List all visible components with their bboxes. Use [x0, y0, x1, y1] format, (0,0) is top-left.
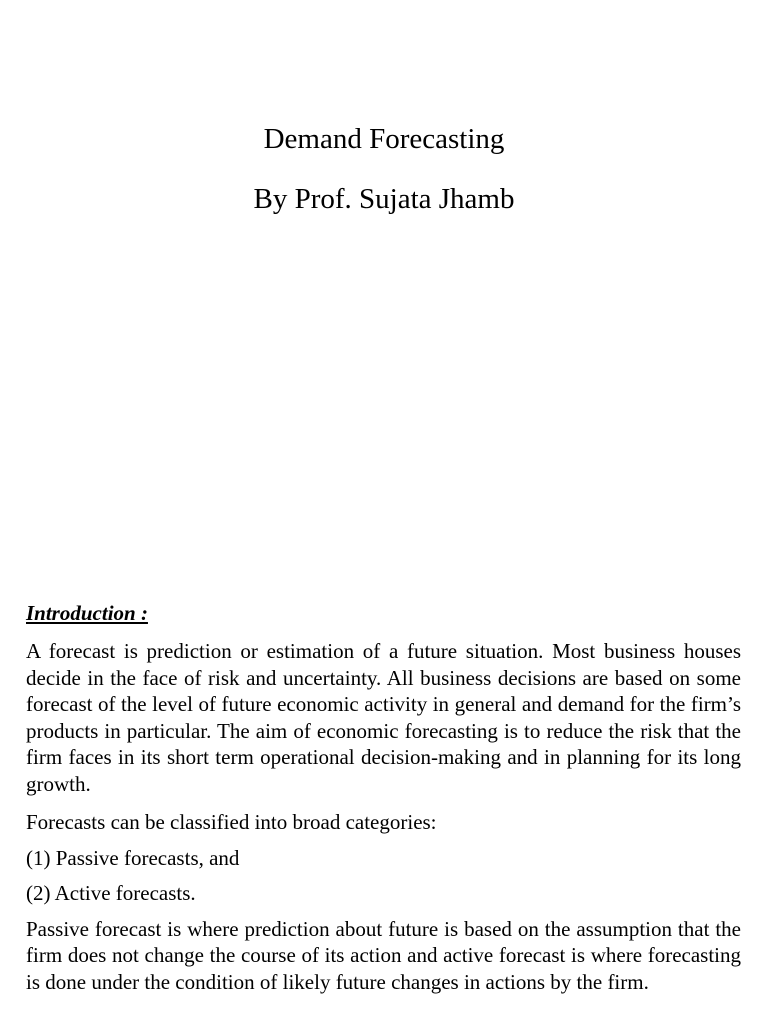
- paragraph-definitions: Passive forecast is where prediction about future is based on the assumption that the firm does not change the course of its action and active forecast is where forecasting is done under the condition of likely future changes in actions by the firm.: [26, 916, 741, 994]
- document-body: [26, 600, 741, 1007]
- paragraph-categories: Forecasts can be classified into broad categories:: [26, 810, 437, 834]
- document-author: By Prof. Sujata Jhamb: [253, 183, 515, 215]
- document-title: Demand Forecasting: [263, 123, 505, 155]
- paragraph-intro: A forecast is prediction or estimation of a future situation. Most business houses decide in the face of risk and uncertainty. All business decisions are based on some forecast of the level of future economic activity in general and demand for the firm’s products in particular. The aim of economic forecasting is to reduce the risk that the firm faces in its short term operational decision-making and in planning for its long growth.: [26, 639, 741, 796]
- list-item-passive: (1) Passive forecasts, and: [26, 845, 240, 870]
- section-heading: Introduction :: [26, 601, 148, 625]
- list-item-active: (2) Active forecasts.: [26, 881, 196, 905]
